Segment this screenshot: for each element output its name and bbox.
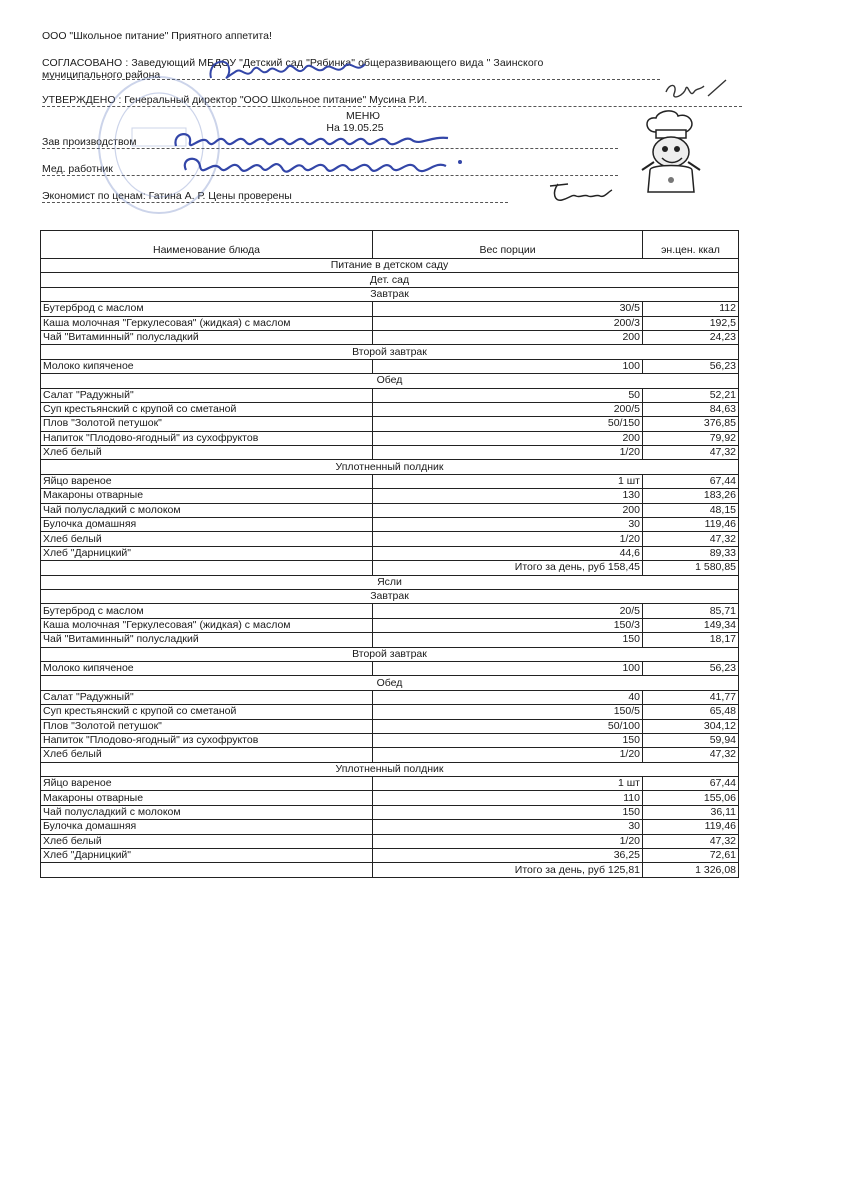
- table-row: [41, 359, 739, 373]
- section-heading: Завтрак: [41, 589, 739, 603]
- portion-weight-cell: 150/5: [373, 705, 643, 719]
- kcal-cell: 48,15: [643, 503, 739, 517]
- table-row: [41, 546, 739, 560]
- kcal-cell: 304,12: [643, 719, 739, 733]
- section-row: [41, 676, 739, 690]
- agreed-line-2: муниципального района: [42, 69, 161, 81]
- portion-weight-cell: 44,6: [373, 546, 643, 560]
- column-header-weight: Вес порции: [373, 231, 643, 259]
- kcal-cell: 52,21: [643, 388, 739, 402]
- table-row: [41, 748, 739, 762]
- dish-name-cell: Чай "Витаминный" полусладкий: [41, 330, 373, 344]
- kcal-cell: 79,92: [643, 431, 739, 445]
- dish-name-cell: Каша молочная "Геркулесовая" (жидкая) с маслом: [41, 316, 373, 330]
- section-row: [41, 374, 739, 388]
- signature-director: [660, 76, 730, 106]
- portion-weight-cell: 1/20: [373, 446, 643, 460]
- section-row: [41, 647, 739, 661]
- section-heading: Уплотненный полдник: [41, 460, 739, 474]
- table-header-row: [41, 231, 739, 259]
- portion-weight-cell: 150: [373, 733, 643, 747]
- economist-line: Экономист по ценам: Гатина А. Р. Цены проверены: [42, 190, 292, 202]
- kcal-cell: 89,33: [643, 546, 739, 560]
- table-row: [41, 834, 739, 848]
- table-row: [41, 402, 739, 416]
- dish-name-cell: Булочка домашняя: [41, 518, 373, 532]
- table-row: [41, 474, 739, 488]
- table-row: [41, 661, 739, 675]
- dish-name-cell: Макароны отварные: [41, 791, 373, 805]
- table-row: [41, 733, 739, 747]
- total-empty-cell: [41, 863, 373, 877]
- dish-name-cell: Напиток "Плодово-ягодный" из сухофруктов: [41, 431, 373, 445]
- portion-weight-cell: 1 шт: [373, 474, 643, 488]
- section-heading: Второй завтрак: [41, 345, 739, 359]
- table-row: [41, 777, 739, 791]
- menu-table: [40, 230, 739, 878]
- portion-weight-cell: 200: [373, 330, 643, 344]
- kcal-cell: 72,61: [643, 849, 739, 863]
- dish-name-cell: Молоко кипяченое: [41, 359, 373, 373]
- table-row: [41, 791, 739, 805]
- dish-name-cell: Чай полусладкий с молоком: [41, 503, 373, 517]
- kcal-cell: 59,94: [643, 733, 739, 747]
- medical-worker-label: Мед. работник: [42, 163, 113, 175]
- dish-name-cell: Суп крестьянский с крупой со сметаной: [41, 402, 373, 416]
- section-row: [41, 273, 739, 287]
- kcal-cell: 36,11: [643, 805, 739, 819]
- dish-name-cell: Бутерброд с маслом: [41, 604, 373, 618]
- table-row: [41, 518, 739, 532]
- signature-head-kindergarten: [205, 52, 375, 86]
- kcal-cell: 56,23: [643, 359, 739, 373]
- dish-name-cell: Каша молочная "Геркулесовая" (жидкая) с маслом: [41, 618, 373, 632]
- table-row: [41, 820, 739, 834]
- dish-name-cell: Суп крестьянский с крупой со сметаной: [41, 705, 373, 719]
- dish-name-cell: Хлеб белый: [41, 834, 373, 848]
- section-heading: Питание в детском саду: [41, 259, 739, 273]
- menu-table-body: [41, 259, 739, 878]
- portion-weight-cell: 50/150: [373, 417, 643, 431]
- kcal-cell: 56,23: [643, 661, 739, 675]
- table-row: [41, 417, 739, 431]
- table-row: [41, 618, 739, 632]
- section-heading: Дет. сад: [41, 273, 739, 287]
- table-row: [41, 633, 739, 647]
- portion-weight-cell: 150: [373, 633, 643, 647]
- dish-name-cell: Булочка домашняя: [41, 820, 373, 834]
- table-row: [41, 388, 739, 402]
- portion-weight-cell: 1 шт: [373, 777, 643, 791]
- dish-name-cell: Хлеб белый: [41, 532, 373, 546]
- kcal-cell: 84,63: [643, 402, 739, 416]
- section-row: [41, 287, 739, 301]
- approved-line: УТВЕРЖДЕНО : Генеральный директор "ООО Школьное питание" Мусина Р.И.: [42, 94, 428, 106]
- portion-weight-cell: 30: [373, 820, 643, 834]
- kcal-cell: 47,32: [643, 748, 739, 762]
- kcal-cell: 155,06: [643, 791, 739, 805]
- kcal-cell: 112: [643, 302, 739, 316]
- portion-weight-cell: 200: [373, 431, 643, 445]
- portion-weight-cell: 150/3: [373, 618, 643, 632]
- kcal-cell: 119,46: [643, 518, 739, 532]
- section-heading: Ясли: [41, 575, 739, 589]
- section-row: [41, 762, 739, 776]
- day-total-kcal: 1 326,08: [643, 863, 739, 877]
- kcal-cell: 18,17: [643, 633, 739, 647]
- table-row: [41, 489, 739, 503]
- kcal-cell: 47,32: [643, 834, 739, 848]
- dish-name-cell: Хлеб белый: [41, 748, 373, 762]
- portion-weight-cell: 50: [373, 388, 643, 402]
- column-header-kcal: эн.цен. ккал: [643, 231, 739, 259]
- table-row: [41, 719, 739, 733]
- dish-name-cell: Хлеб "Дарницкий": [41, 849, 373, 863]
- section-heading: Обед: [41, 374, 739, 388]
- kcal-cell: 47,32: [643, 532, 739, 546]
- kcal-cell: 41,77: [643, 690, 739, 704]
- table-row: [41, 690, 739, 704]
- total-empty-cell: [41, 561, 373, 575]
- day-total-cost: Итого за день, руб 158,45: [373, 561, 643, 575]
- portion-weight-cell: 40: [373, 690, 643, 704]
- kcal-cell: 24,23: [643, 330, 739, 344]
- menu-title: МЕНЮ: [346, 110, 380, 122]
- dish-name-cell: Хлеб "Дарницкий": [41, 546, 373, 560]
- table-row: [41, 532, 739, 546]
- dish-name-cell: Бутерброд с маслом: [41, 302, 373, 316]
- portion-weight-cell: 100: [373, 359, 643, 373]
- portion-weight-cell: 20/5: [373, 604, 643, 618]
- dish-name-cell: Макароны отварные: [41, 489, 373, 503]
- dish-name-cell: Салат "Радужный": [41, 388, 373, 402]
- section-heading: Завтрак: [41, 287, 739, 301]
- production-head-label: Зав производством: [42, 136, 137, 148]
- table-row: [41, 503, 739, 517]
- table-row: [41, 705, 739, 719]
- portion-weight-cell: 110: [373, 791, 643, 805]
- column-header-dish: Наименование блюда: [41, 231, 373, 259]
- portion-weight-cell: 200/5: [373, 402, 643, 416]
- agreed-line: СОГЛАСОВАНО : Заведующий МБДОУ "Детский сад "Рябинка" общеразвивающего вида " Заинского: [42, 57, 544, 69]
- section-heading: Обед: [41, 676, 739, 690]
- portion-weight-cell: 1/20: [373, 748, 643, 762]
- dish-name-cell: Плов "Золотой петушок": [41, 417, 373, 431]
- table-row: [41, 805, 739, 819]
- table-row: [41, 431, 739, 445]
- dish-name-cell: Яйцо вареное: [41, 777, 373, 791]
- dish-name-cell: Плов "Золотой петушок": [41, 719, 373, 733]
- dish-name-cell: Чай "Витаминный" полусладкий: [41, 633, 373, 647]
- dish-name-cell: Чай полусладкий с молоком: [41, 805, 373, 819]
- kcal-cell: 183,26: [643, 489, 739, 503]
- dish-name-cell: Напиток "Плодово-ягодный" из сухофруктов: [41, 733, 373, 747]
- portion-weight-cell: 150: [373, 805, 643, 819]
- section-row: [41, 259, 739, 273]
- company-heading: ООО "Школьное питание" Приятного аппетита!: [42, 30, 272, 42]
- day-total-kcal: 1 580,85: [643, 561, 739, 575]
- kcal-cell: 67,44: [643, 777, 739, 791]
- kcal-cell: 65,48: [643, 705, 739, 719]
- section-heading: Уплотненный полдник: [41, 762, 739, 776]
- dish-name-cell: Хлеб белый: [41, 446, 373, 460]
- section-row: [41, 575, 739, 589]
- table-row: [41, 330, 739, 344]
- section-row: [41, 589, 739, 603]
- kcal-cell: 67,44: [643, 474, 739, 488]
- signature-economist: [546, 180, 616, 208]
- kcal-cell: 149,34: [643, 618, 739, 632]
- dish-name-cell: Салат "Радужный": [41, 690, 373, 704]
- day-total-cost: Итого за день, руб 125,81: [373, 863, 643, 877]
- kcal-cell: 47,32: [643, 446, 739, 460]
- dish-name-cell: Яйцо вареное: [41, 474, 373, 488]
- portion-weight-cell: 36,25: [373, 849, 643, 863]
- kcal-cell: 192,5: [643, 316, 739, 330]
- signature-medical-worker: [176, 150, 486, 186]
- table-row: [41, 849, 739, 863]
- day-total-row: [41, 561, 739, 575]
- portion-weight-cell: 200: [373, 503, 643, 517]
- table-row: [41, 302, 739, 316]
- portion-weight-cell: 1/20: [373, 834, 643, 848]
- chef-mascot-icon: [636, 110, 706, 196]
- dish-name-cell: Молоко кипяченое: [41, 661, 373, 675]
- portion-weight-cell: 130: [373, 489, 643, 503]
- kcal-cell: 376,85: [643, 417, 739, 431]
- section-heading: Второй завтрак: [41, 647, 739, 661]
- day-total-row: [41, 863, 739, 877]
- portion-weight-cell: 30: [373, 518, 643, 532]
- portion-weight-cell: 50/100: [373, 719, 643, 733]
- portion-weight-cell: 100: [373, 661, 643, 675]
- portion-weight-cell: 30/5: [373, 302, 643, 316]
- kcal-cell: 85,71: [643, 604, 739, 618]
- section-row: [41, 460, 739, 474]
- kcal-cell: 119,46: [643, 820, 739, 834]
- portion-weight-cell: 1/20: [373, 532, 643, 546]
- table-row: [41, 316, 739, 330]
- table-row: [41, 604, 739, 618]
- menu-date: На 19.05.25: [326, 122, 384, 134]
- table-row: [41, 446, 739, 460]
- section-row: [41, 345, 739, 359]
- portion-weight-cell: 200/3: [373, 316, 643, 330]
